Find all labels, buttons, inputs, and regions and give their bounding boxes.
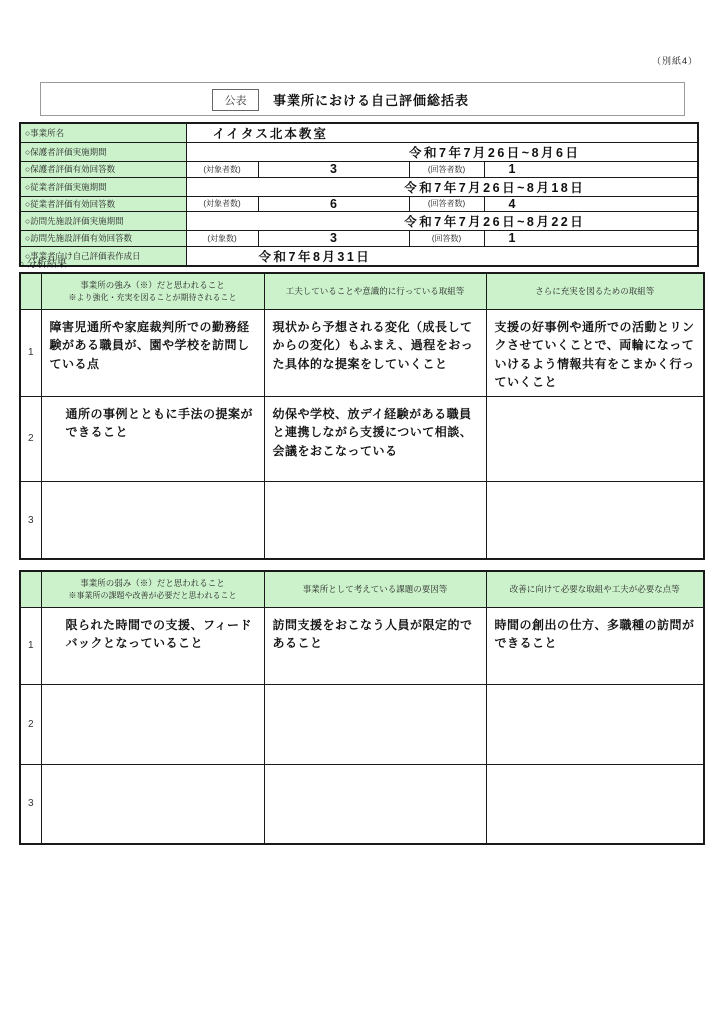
weakness-2-improvement-plan <box>486 684 704 764</box>
weakness-analysis-table <box>19 570 705 845</box>
weakness-3-cause <box>264 764 486 844</box>
guardian-responses-label: ○保護者評価有効回答数 <box>20 162 186 178</box>
strength-analysis-table <box>19 272 705 560</box>
table-row <box>20 764 704 844</box>
table-row <box>20 607 704 684</box>
row-number: 3 <box>20 764 41 844</box>
strength-1-item: 障害児通所や家庭裁判所での勤務経験がある職員が、園や学校を訪問している点 <box>41 309 264 396</box>
guardian-respondent-caption: (回答者数) <box>409 162 484 178</box>
strength-col3-header: さらに充実を図るための取組等 <box>486 273 704 309</box>
table-row <box>20 684 704 764</box>
table-row <box>20 143 698 162</box>
strength-2-current-efforts: 幼保や学校、放デイ経験がある職員と連携しながら支援について相談、会議をおこなっている <box>264 396 486 481</box>
facility-info-table <box>19 122 699 267</box>
strength-number-header <box>20 273 41 309</box>
staff-eval-period-value: 令和7年7月26日~8月18日 <box>186 177 698 196</box>
strength-1-enhancement-plan: 支援の好事例や通所での活動とリンクさせていくことで、両輪になっていけるよう情報共有をこまかく行っていくこと <box>486 309 704 396</box>
self-eval-creation-date-label: ○事業者向け自己評価表作成日 <box>20 246 186 266</box>
title-box <box>40 82 685 116</box>
guardian-target-caption: (対象者数) <box>186 162 258 178</box>
row-number: 1 <box>20 607 41 684</box>
table-row <box>20 231 698 247</box>
table-row <box>20 396 704 481</box>
strength-col1-header-line1: 事業所の強み（※）だと思われること <box>80 279 225 290</box>
analysis-results-heading: ○ 分析結果 <box>18 259 67 270</box>
table-row <box>20 246 698 266</box>
strength-col2-header: 工夫していることや意識的に行っている取組等 <box>264 273 486 309</box>
row-number: 2 <box>20 684 41 764</box>
strength-col1-header <box>41 273 264 309</box>
weakness-3-item <box>41 764 264 844</box>
staff-responses-label: ○従業者評価有効回答数 <box>20 196 186 212</box>
weakness-header-row <box>20 571 704 607</box>
publish-stamp: 公表 <box>212 89 259 111</box>
row-number: 1 <box>20 309 41 396</box>
table-row <box>20 177 698 196</box>
visited-facility-period-label: ○訪問先施設評価実施期間 <box>20 212 186 231</box>
row-number: 2 <box>20 396 41 481</box>
weakness-1-improvement-plan: 時間の創出の仕方、多職種の訪問ができること <box>486 607 704 684</box>
staff-respondent-count: 4 <box>484 196 698 212</box>
weakness-2-cause <box>264 684 486 764</box>
strength-2-enhancement-plan <box>486 396 704 481</box>
attachment-number-note: （別紙4） <box>651 56 698 66</box>
guardian-eval-period-value: 令和7年7月26日~8月6日 <box>186 143 698 162</box>
guardian-target-count: 3 <box>258 162 409 178</box>
table-row <box>20 162 698 178</box>
weakness-col1-header-line2: ※事業所の課題や改善が必要だと思われること <box>68 590 237 600</box>
visited-respondent-caption: (回答数) <box>409 231 484 247</box>
weakness-1-cause: 訪問支援をおこなう人員が限定的であること <box>264 607 486 684</box>
strength-3-item <box>41 481 264 559</box>
visited-facility-period-value: 令和7年7月26日~8月22日 <box>186 212 698 231</box>
weakness-col2-header: 事業所として考えている課題の要因等 <box>264 571 486 607</box>
row-number: 3 <box>20 481 41 559</box>
strength-3-enhancement-plan <box>486 481 704 559</box>
strength-1-current-efforts: 現状から予想される変化（成長してからの変化）もふまえ、過程をおった具体的な提案をしていくこと <box>264 309 486 396</box>
weakness-col1-header <box>41 571 264 607</box>
strength-3-current-efforts <box>264 481 486 559</box>
table-row <box>20 196 698 212</box>
weakness-2-item <box>41 684 264 764</box>
strength-header-row <box>20 273 704 309</box>
guardian-eval-period-label: ○保護者評価実施期間 <box>20 143 186 162</box>
visited-respondent-count: 1 <box>484 231 698 247</box>
table-row <box>20 123 698 143</box>
self-eval-creation-date-value: 令和7年8月31日 <box>186 246 698 266</box>
table-row <box>20 309 704 396</box>
visited-target-caption: (対象数) <box>186 231 258 247</box>
facility-name-label: ○事業所名 <box>20 123 186 143</box>
staff-target-count: 6 <box>258 196 409 212</box>
strength-2-item: 通所の事例とともに手法の提案ができること <box>41 396 264 481</box>
staff-eval-period-label: ○従業者評価実施期間 <box>20 177 186 196</box>
strength-col1-header-line2: ※より強化・充実を図ることが期待されること <box>68 292 237 302</box>
staff-target-caption: (対象者数) <box>186 196 258 212</box>
weakness-col1-header-line1: 事業所の弱み（※）だと思われること <box>80 577 225 588</box>
table-row <box>20 212 698 231</box>
weakness-3-improvement-plan <box>486 764 704 844</box>
table-row <box>20 481 704 559</box>
staff-respondent-caption: (回答者数) <box>409 196 484 212</box>
visited-target-count: 3 <box>258 231 409 247</box>
page-title: 事業所における自己評価総括表 <box>273 92 470 108</box>
weakness-1-item: 限られた時間での支援、フィードバックとなっていること <box>41 607 264 684</box>
weakness-col3-header: 改善に向けて必要な取組や工夫が必要な点等 <box>486 571 704 607</box>
guardian-respondent-count: 1 <box>484 162 698 178</box>
facility-name-value: イイタス北本教室 <box>186 123 698 143</box>
weakness-number-header <box>20 571 41 607</box>
visited-facility-responses-label: ○訪問先施設評価有効回答数 <box>20 231 186 247</box>
